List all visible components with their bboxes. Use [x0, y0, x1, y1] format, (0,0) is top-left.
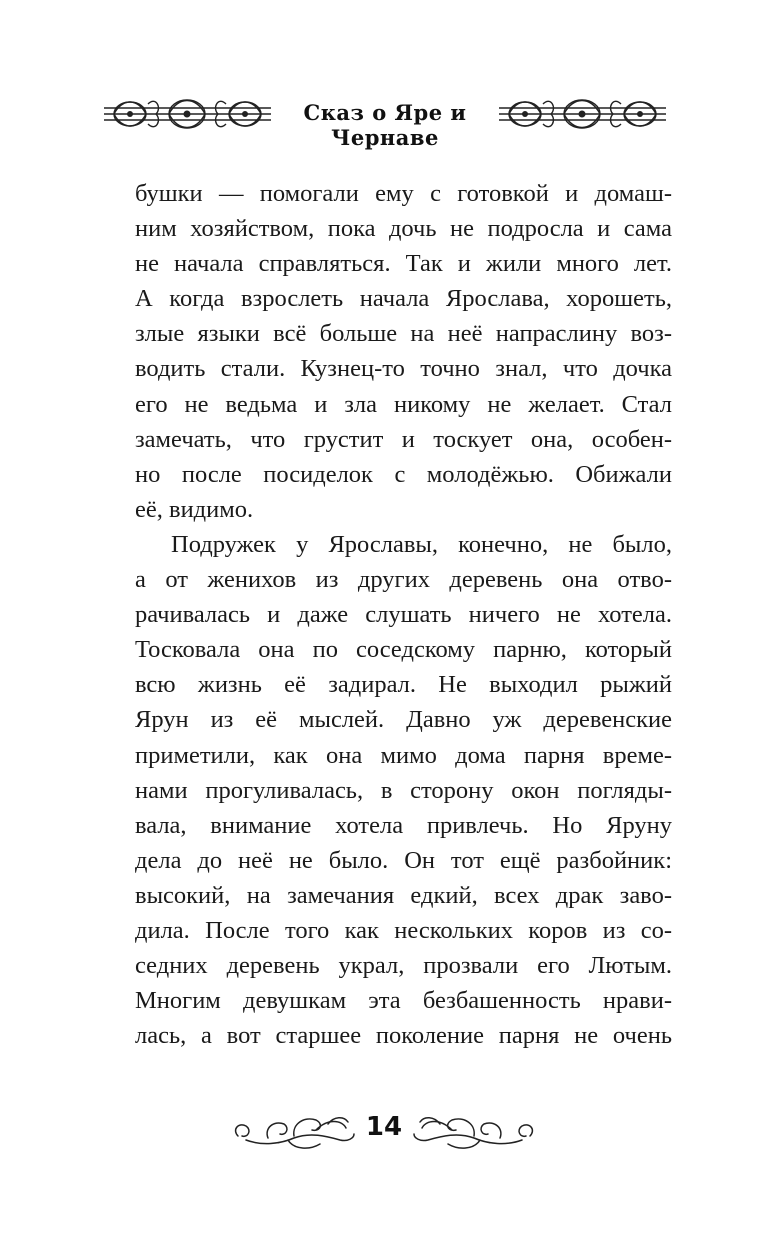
- text-line: её, видимо.: [135, 495, 254, 523]
- text-line: злые языки всё больше на неё напраслину воз-: [135, 320, 672, 348]
- text-line: Ярун из её мыслей. Давно уж деревенские: [135, 706, 672, 734]
- body-text: [135, 176, 672, 1053]
- text-line: А когда взрослеть начала Ярослава, хорошеть,: [135, 285, 672, 313]
- page-number: 14: [365, 1112, 403, 1142]
- page-footer: [228, 1108, 540, 1158]
- text-line: Многим девушкам эта безбашенность нрави-: [135, 987, 672, 1015]
- text-line: не начала справляться. Так и жили много лет.: [135, 250, 672, 278]
- text-line: всю жизнь её задирал. Не выходил рыжий: [135, 671, 672, 699]
- text-line: Тосковала она по соседскому парню, который: [135, 636, 672, 664]
- running-header-title: Сказ о Яре и Чернаве: [303, 100, 467, 150]
- paragraph-2: [135, 527, 672, 1053]
- text-line: его не ведьма и зла никому не желает. Стал: [135, 390, 672, 418]
- text-line: Подружек у Ярославы, конечно, не было,: [171, 530, 672, 558]
- text-line: рачивалась и даже слушать ничего не хотела.: [135, 601, 672, 629]
- text-line: высокий, на замечания едкий, всех драк заво-: [135, 881, 672, 909]
- text-line: приметили, как она мимо дома парня време-: [135, 741, 672, 769]
- left-header-ornament: [100, 94, 275, 134]
- right-footer-flourish-icon: [410, 1110, 540, 1154]
- text-line: дила. После того как нескольких коров из со-: [135, 916, 672, 944]
- text-line: замечать, что грустит и тоскует она, особен-: [135, 425, 672, 453]
- text-line: нами прогуливалась, в сторону окон погляды-: [135, 776, 672, 804]
- left-footer-flourish-icon: [228, 1110, 358, 1154]
- text-line: седних деревень украл, прозвали его Лютым.: [135, 952, 672, 980]
- right-header-ornament: [495, 94, 670, 134]
- text-line: лась, а вот старшее поколение парня не очень: [135, 1022, 672, 1050]
- text-line: вала, внимание хотела привлечь. Но Яруну: [135, 811, 672, 839]
- text-line: водить стали. Кузнец-то точно знал, что дочка: [135, 355, 672, 383]
- text-line: ним хозяйством, пока дочь не подросла и сама: [135, 215, 672, 243]
- text-line: а от женихов из других деревень она отво-: [135, 566, 672, 594]
- running-header: [100, 86, 670, 150]
- text-line: но после посиделок с молодёжью. Обижали: [135, 460, 672, 488]
- text-line: дела до неё не было. Он тот ещё разбойник:: [135, 846, 672, 874]
- text-line: бушки — помогали ему с готовкой и домаш-: [135, 180, 672, 207]
- paragraph-1: [135, 176, 672, 527]
